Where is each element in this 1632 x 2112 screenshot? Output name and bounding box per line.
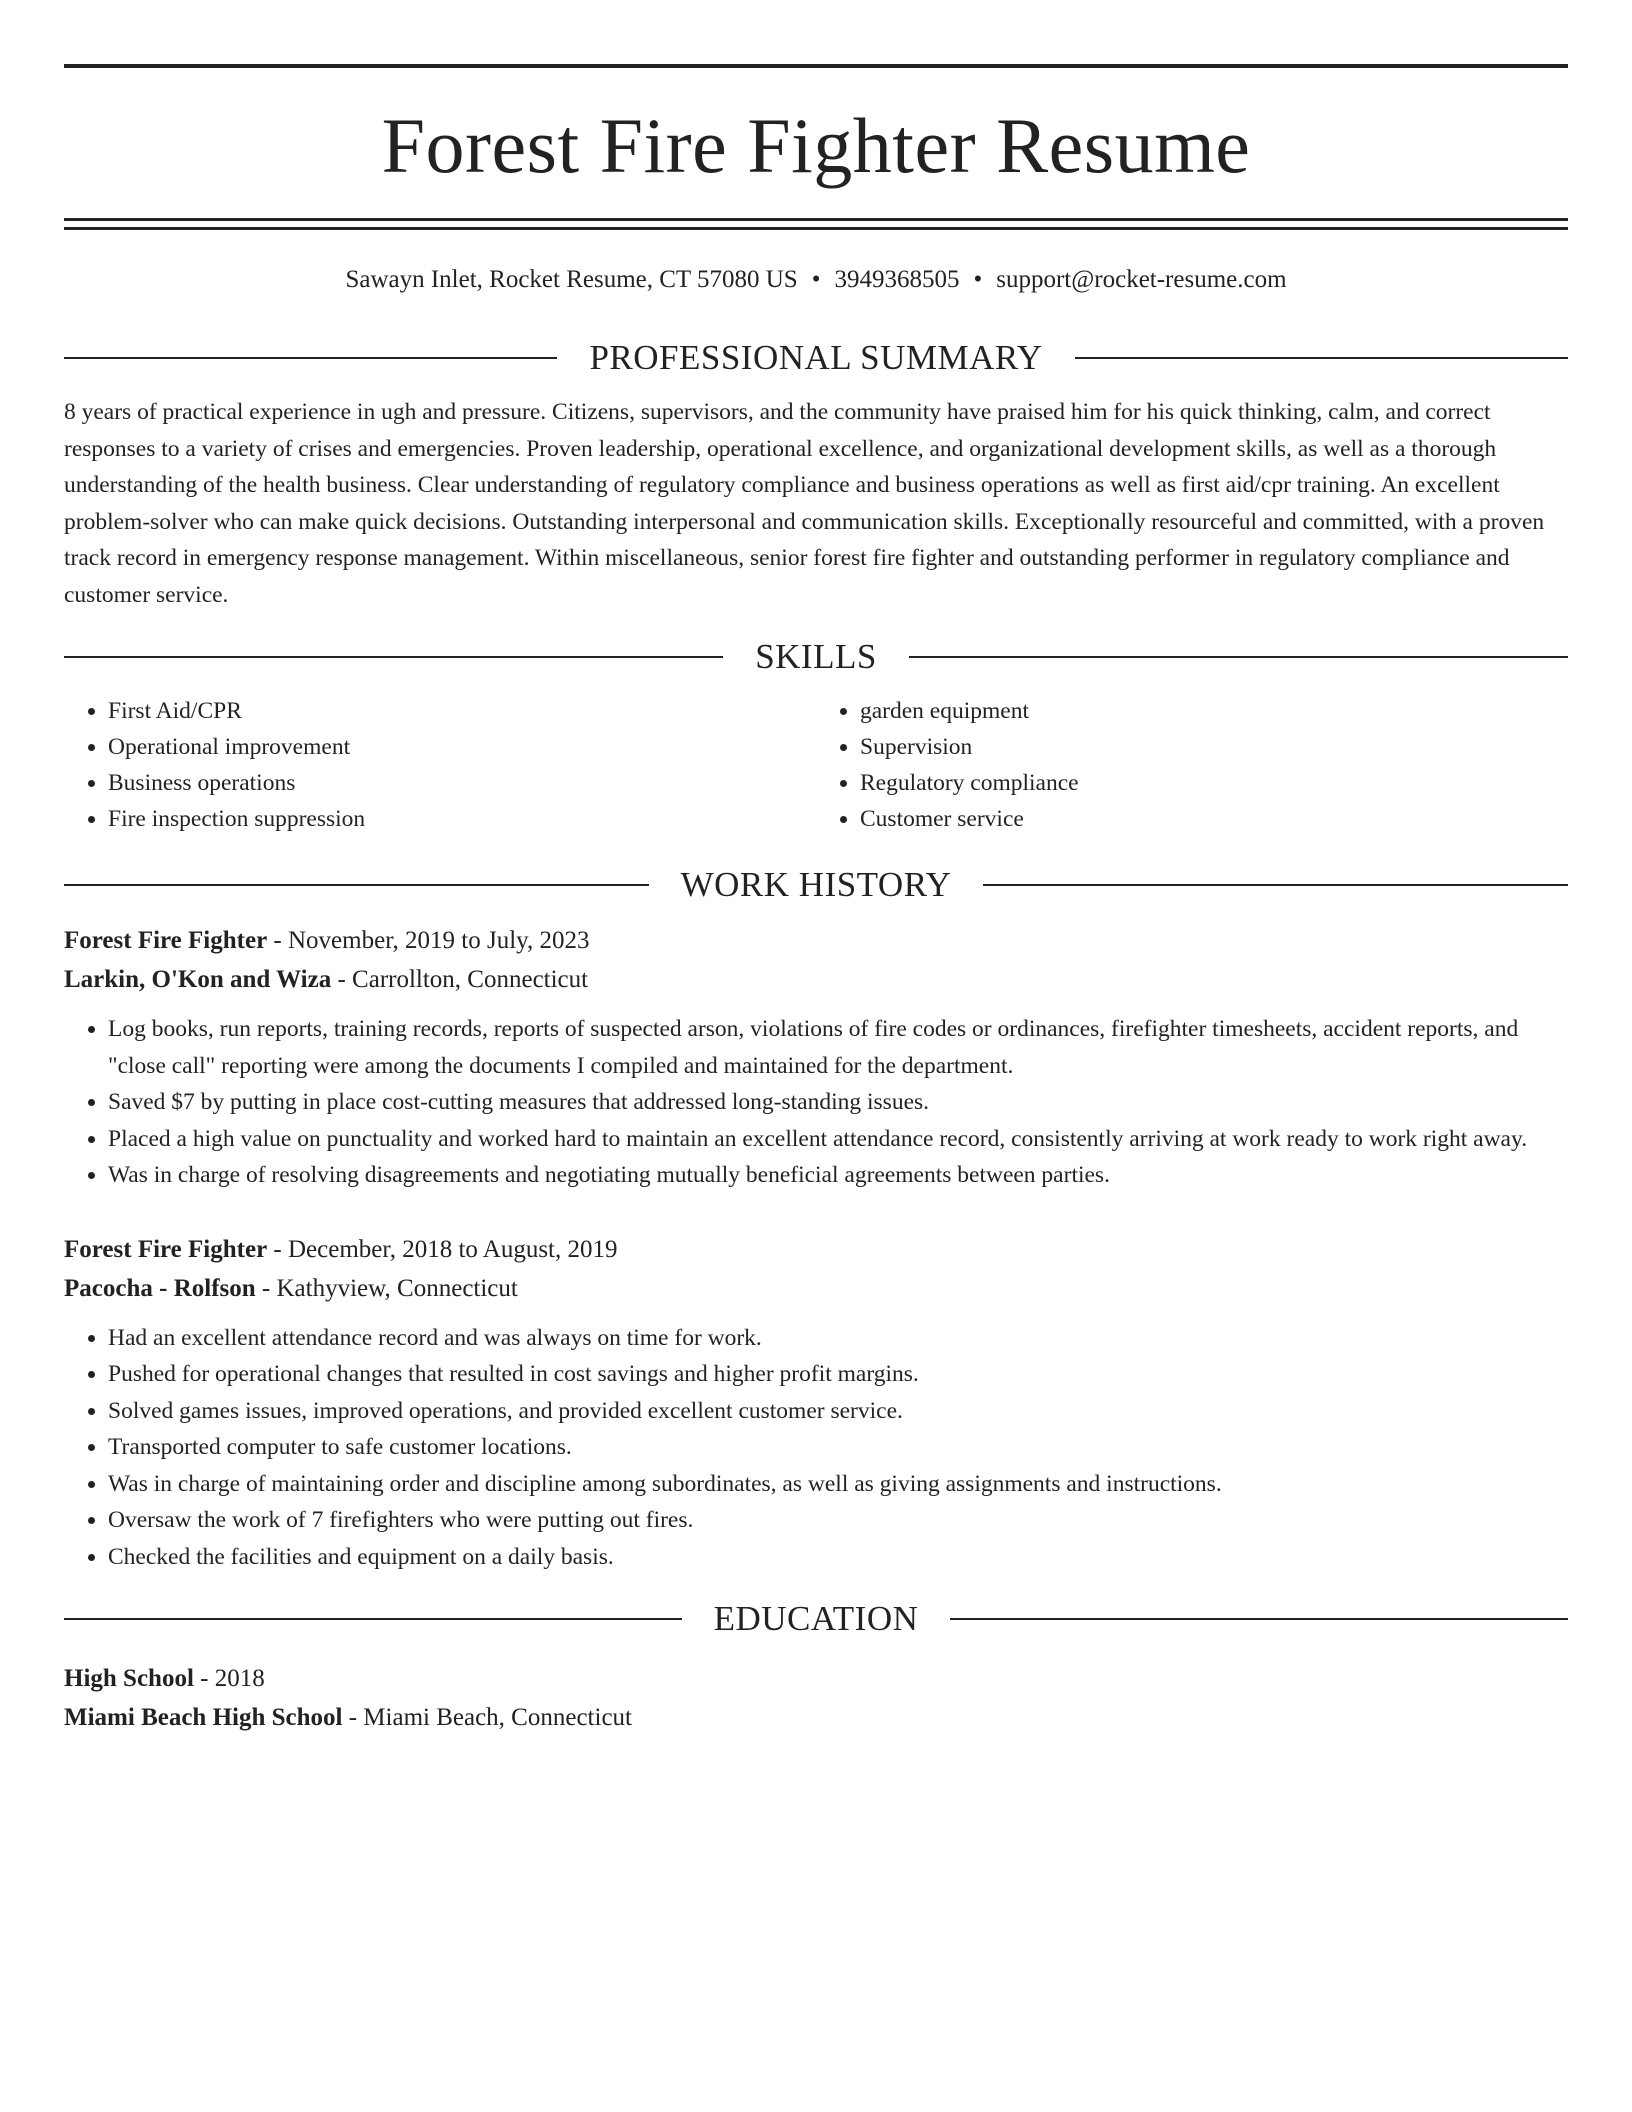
contact-phone: 3949368505 bbox=[834, 266, 960, 293]
job-bullet: • Saved $7 by putting in place cost-cutting measures that addressed long-standing issues. bbox=[108, 1084, 1568, 1121]
skills-heading bbox=[64, 635, 1568, 679]
job-company-line bbox=[64, 1269, 1568, 1308]
job-bullet: • Had an excellent attendance record and was always on time for work. bbox=[108, 1320, 1568, 1357]
skill-item: • Customer service bbox=[860, 801, 1568, 837]
skill-item: • Business operations bbox=[108, 765, 816, 801]
job-bullet: • Log books, run reports, training records, reports of suspected arson, violations of fire codes or ordinances, firefighter timesheets, accident reports, and "close call" reporting were among the documents I compiled and maintained for the department. bbox=[108, 1011, 1568, 1084]
job-title: Forest Fire Fighter bbox=[64, 1235, 268, 1263]
job-company: Larkin, O'Kon and Wiza bbox=[64, 966, 332, 993]
skill-item: • Regulatory compliance bbox=[860, 765, 1568, 801]
heading-rule-right bbox=[909, 656, 1568, 658]
skill-item: • Fire inspection suppression bbox=[108, 801, 816, 837]
contact-line bbox=[64, 264, 1568, 296]
job-bullet: • Transported computer to safe customer locations. bbox=[108, 1429, 1568, 1466]
summary-text: 8 years of practical experience in ugh and pressure. Citizens, supervisors, and the community have praised him for his quick thinking, calm, and correct responses to a variety of crises and emergencies. Proven leadership, operational excellence, and organizational development skills, as well as a thorough understanding of the health business. Clear understanding of regulatory compliance and business operations as well as first aid/cpr training. An excellent problem-solver who can make quick decisions. Outstanding interpersonal and communication skills. Exceptionally resourceful and committed, with a proven track record in emergency response management. Within miscellaneous, senior forest fire fighter and outstanding performer in regulatory compliance and customer service. bbox=[64, 399, 1545, 608]
job-location: - Kathyview, Connecticut bbox=[255, 1274, 518, 1302]
skill-item: • garden equipment bbox=[860, 693, 1568, 729]
education-entry bbox=[64, 1659, 1568, 1737]
summary-heading-label: PROFESSIONAL SUMMARY bbox=[589, 338, 1043, 377]
title-double-rule bbox=[64, 218, 1568, 230]
heading-rule-left bbox=[64, 357, 557, 359]
education-heading bbox=[64, 1597, 1568, 1641]
contact-separator: • bbox=[973, 266, 983, 293]
skills-list bbox=[64, 693, 1568, 837]
job-bullet: • Pushed for operational changes that resulted in cost savings and higher profit margins. bbox=[108, 1356, 1568, 1393]
job-title-line bbox=[64, 1230, 1568, 1269]
heading-rule-right bbox=[950, 1618, 1568, 1620]
job-bullet: • Solved games issues, improved operations, and provided excellent customer service. bbox=[108, 1393, 1568, 1430]
skills-column-right bbox=[816, 693, 1568, 837]
education-school-line bbox=[64, 1698, 1568, 1737]
job-dates: - December, 2018 to August, 2019 bbox=[267, 1235, 618, 1263]
heading-rule-right bbox=[983, 884, 1568, 886]
job-bullets bbox=[64, 1011, 1568, 1194]
job-bullet: • Checked the facilities and equipment on a daily basis. bbox=[108, 1539, 1568, 1576]
skill-item: • Operational improvement bbox=[108, 729, 816, 765]
heading-rule-left bbox=[64, 884, 649, 886]
job-dates: - November, 2019 to July, 2023 bbox=[267, 927, 590, 954]
education-school: Miami Beach High School bbox=[64, 1704, 343, 1731]
heading-rule-right bbox=[1075, 357, 1568, 359]
job-location: - Carrollton, Connecticut bbox=[331, 966, 589, 993]
job-company: Pacocha - Rolfson bbox=[64, 1274, 256, 1302]
education-year: - 2018 bbox=[193, 1665, 265, 1692]
skill-item: • First Aid/CPR bbox=[108, 693, 816, 729]
resume-title: Forest Fire Fighter Resume bbox=[381, 102, 1251, 189]
skill-item: • Supervision bbox=[860, 729, 1568, 765]
job-title-line bbox=[64, 921, 1568, 960]
skills-heading-label: SKILLS bbox=[755, 637, 877, 676]
summary-heading bbox=[64, 336, 1568, 380]
job-bullet: • Oversaw the work of 7 firefighters who were putting out fires. bbox=[108, 1502, 1568, 1539]
job-bullet: • Was in charge of maintaining order and discipline among subordinates, as well as giving assignments and instructions. bbox=[108, 1466, 1568, 1503]
job-bullet: • Placed a high value on punctuality and worked hard to maintain an excellent attendance record, consistently arriving at work ready to work right away. bbox=[108, 1121, 1568, 1158]
top-rule bbox=[64, 64, 1568, 68]
work-heading bbox=[64, 863, 1568, 907]
job-bullets bbox=[64, 1320, 1568, 1576]
education-location: - Miami Beach, Connecticut bbox=[342, 1704, 632, 1731]
job-title: Forest Fire Fighter bbox=[64, 927, 268, 954]
job-bullet: • Was in charge of resolving disagreements and negotiating mutually beneficial agreements between parties. bbox=[108, 1157, 1568, 1194]
resume-page bbox=[64, 64, 1568, 1737]
contact-address: Sawayn Inlet, Rocket Resume, CT 57080 US bbox=[345, 266, 798, 293]
education-degree-line bbox=[64, 1659, 1568, 1698]
contact-separator: • bbox=[811, 266, 821, 293]
contact-email: support@rocket-resume.com bbox=[996, 266, 1287, 293]
skills-column-left bbox=[64, 693, 816, 837]
job-entry bbox=[64, 921, 1568, 1194]
job-company-line bbox=[64, 960, 1568, 999]
job-entry bbox=[64, 1230, 1568, 1576]
education-degree: High School bbox=[64, 1665, 194, 1692]
heading-rule-left bbox=[64, 1618, 682, 1620]
work-heading-label: WORK HISTORY bbox=[680, 865, 952, 904]
education-heading-label: EDUCATION bbox=[713, 1599, 919, 1638]
heading-rule-left bbox=[64, 656, 723, 658]
